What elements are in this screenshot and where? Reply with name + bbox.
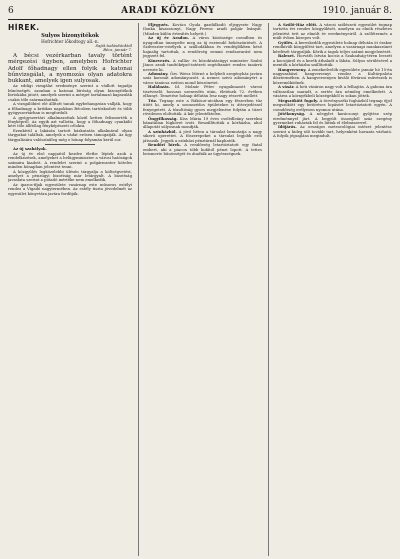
page-number: 6 bbox=[8, 6, 14, 16]
news-item-text: A heti vásáron nagy volt a felhajtás. A gabona ára változatlan maradt, a sertés ára némileg emelkedett. A vásárra a környékbeli községekből is sokan jöttek. bbox=[273, 84, 392, 99]
section-heading: HÍREK. bbox=[8, 23, 40, 32]
news-item-head: Gyűlés. bbox=[278, 39, 294, 45]
news-item bbox=[143, 23, 262, 36]
news-item-text: Horváth István kocsis a Szabadság-téren leesett a kocsijáról és a kerék áthaladt a lábán. Súlyos sérülésével a mentők a kórházba szállították. bbox=[273, 53, 392, 68]
article-subtitle: Hofrichter lőkodtogy all.-n. bbox=[41, 39, 99, 44]
article-title: Sulyos bizonyítékok bbox=[41, 33, 99, 39]
news-item-text: A rendőrség letartóztatott egy fiatal embert, aki a piacon több kofától pénzt lopott. A tettes beismerte bűnösségét és átadták az ügyészségnek. bbox=[143, 142, 262, 157]
article-paragraph: Ezenkívül a lakásán tartott házkutatás alkalmával olyan tárgyakat találtak, amelyek a vádat erősen támogatják. Az ügy tárgyalására valószínűleg még e hónap folyamán kerül sor. bbox=[8, 127, 132, 142]
column-1 bbox=[8, 23, 132, 556]
news-item bbox=[273, 23, 392, 41]
news-item-text: A vallás- és közoktatásügyi miniszter Szabó János aradi tanítóképző-intézeti segédtanárt rendes tanárrá nevezte ki. bbox=[143, 57, 262, 72]
byline: Saját tudósítónktól bbox=[95, 43, 132, 48]
news-item-head: A színházból. bbox=[148, 128, 177, 134]
column-3 bbox=[268, 23, 392, 556]
article-paragraph: A vizsgálóbíró elé állított tanuk egybehangzóan vallják, hogy a főhadnagy a kritikus napokban Bécsben tartózkodott és több gyógyszertárban is megfordult. bbox=[8, 101, 132, 116]
news-item-head: Az új év Aradon. bbox=[148, 35, 190, 41]
paper-name: ARADI KÖZLÖNY bbox=[121, 6, 216, 16]
notice-paragraph: Az iparos-ifjak egyesülete vasárnap este műsoros estélyt rendez a Vigadó nagytermében. Az estély tiszta jövedelmét az egyesület könyvtára javára fordítják. bbox=[8, 181, 132, 196]
notice-paragraph: A közgyűlés legközelebbi ülésén tárgyalja a költségvetést, amelyet a pénzügyi bizottság már letárgyalt. A bizottság javaslata szerint a pótadó mértéke nem emelkedik. bbox=[8, 168, 132, 183]
article-paragraph: Az eddigi vizsgálat eredménye szerint a vádlott tagadja bűnösségét, azonban a katonai bíróság olyan bizonyítékok birtokába jutott, amelyek szerint a mérget tartalmazó kapszulák csakis tőle származhattak. bbox=[8, 83, 132, 102]
news-item-text: A jövő héten a társulat bemutatja a nagy sikerű operettet. A főszerepeket a társulat legjobb erői játsszák. Jegyek a színházi pénztárnál kaphatók. bbox=[143, 128, 262, 143]
news-item bbox=[273, 68, 392, 86]
notice-paragraph: Az új év első napjaitól kezdve életbe léptek azok a rendelkezések, amelyeket a belügyminiszter a városi hatóságok számára kiadott. A rendelet szerint a polgármester köteles minden hónapban jelentést tenni. bbox=[8, 150, 132, 170]
news-item bbox=[143, 117, 262, 130]
news-item-text: A zenekedvelők egyesülete január hó 15-én nagyszabású hangversenyt rendez a Kultúrpalota dísztermében. A hangversenyen kiváló fővárosi művészek is közreműködnek. bbox=[273, 66, 392, 85]
news-item bbox=[143, 59, 262, 72]
article-lead: A bécsi vezérkarban tavaly történt mérgezési ügyben, amelyben Hofrichter Adolf főhadnagy ellen folyik a katonai bűnvizsgálat, a nyomozás olyan adatokra bukkant, amelyek igen sulyosak. bbox=[8, 52, 132, 85]
news-item-head: Rendőri hírek. bbox=[148, 142, 181, 148]
news-item-text: A törvényszéki fogházból tegnap éjjel megszökött egy betöréses lopásért letartóztatott egyén. A csendőrség erélyesen nyomoz utána. bbox=[273, 97, 392, 112]
news-item-text: Kiss Mária 19 éves cselédleány szerelmi bánatában lúgkövet ivott. Beszállították a kórházba, ahol állapotát súlyosnak mondják. bbox=[143, 115, 262, 130]
divider bbox=[45, 144, 95, 145]
news-item-head: Időjárás. bbox=[278, 124, 297, 130]
article-paragraph: A gyógyszertári alkalmazottak közül ketten felismerték a fényképről. Az egyik azt vallotta, hogy a főhadnagy cyankálit kért tőle állítólag fényképészeti célokra. bbox=[8, 114, 132, 129]
news-item-head: Halálozás. bbox=[148, 84, 171, 90]
news-item-text: A város közönsége csendben és nyugodtan ünnepelte meg az új esztendő beköszöntését. A Szilveszter-estélyek a szállodákban és vendéglőkben késő hajnalig tartottak, a rendőrség semmi rendzavarást nem jegyzett fel. bbox=[143, 35, 262, 59]
news-item-head: A vásár. bbox=[278, 84, 295, 90]
news-item bbox=[273, 99, 392, 112]
news-item-text: A nőegylet karácsonyi gyűjtése szép eredménnyel járt. A begyült összegből száz szegény gyermeket ruháztak fel és láttak el élelmiszerrel. bbox=[273, 111, 392, 125]
news-item-text: A városi szőlészeti egyesület tegnap tartotta évi rendes közgyűlését, amelyen az elnök részletes jelentést tett az elmúlt év eredményeiről. A szőlőtermés a múlt évben közepes volt. bbox=[273, 23, 392, 41]
news-item bbox=[143, 36, 262, 58]
news-item-text: Kovács Gyula gazdálkodó eljegyezte Nagy Ilonka kisasszonyt, Nagy Ferenc aradi polgár leányát. (Minden külön értesítés helyett.) bbox=[143, 23, 262, 36]
news-item bbox=[273, 54, 392, 67]
news-item-text: Id. Molnár Péter nyugalmazott városi tisztviselő, hosszas szenvedés után, életének 72. évében elhunyt. Temetése holnap délután lesz nagy részvét mellett. bbox=[143, 84, 262, 99]
news-item-head: Tűz. bbox=[148, 97, 158, 103]
notice-heading: Az új szabályok. bbox=[13, 146, 47, 152]
news-item-text: Az országos meteorológiai intézet jelentése szerint a hideg idő tovább tart, helyenként havazás várható. A folyók jégzajlása megindult. bbox=[273, 124, 392, 139]
news-item-text: A kereskedők egyesülete holnap délután öt órakor rendkívüli közgyűlést tart, amelyen a vasárnapi munkaszünet kérdését tárgyalják. Kérik a tagok teljes számú megjelenését. bbox=[273, 39, 392, 54]
news-item-head: A Szőlő-Ház előtt. bbox=[278, 23, 318, 27]
issue-date: 1910. január 8. bbox=[322, 6, 392, 16]
news-item-head: Megszökött fogoly. bbox=[278, 97, 319, 103]
news-item-text: Özv. Weisz Mórné a helybeli szegényház javára száz koronát adományozott. A nemes szivü adományért a város tanácsa ezúton mond köszönetet. bbox=[143, 70, 262, 85]
news-item-head: Kinevezés. bbox=[148, 57, 171, 63]
masthead bbox=[8, 6, 392, 20]
news-item bbox=[143, 130, 262, 143]
news-item bbox=[273, 112, 392, 125]
news-item bbox=[143, 99, 262, 117]
news-item bbox=[273, 125, 392, 138]
news-item bbox=[143, 72, 262, 85]
news-item-head: Hangverseny. bbox=[278, 66, 307, 72]
news-item bbox=[143, 143, 262, 156]
news-item-head: Jótékonyság. bbox=[278, 111, 306, 117]
news-item-head: Adomány. bbox=[148, 70, 169, 76]
news-item-head: Eljegyzés. bbox=[148, 23, 170, 27]
news-item-head: Baleset. bbox=[278, 53, 296, 59]
column-2 bbox=[138, 23, 262, 556]
dateline: Bécs, január 7. bbox=[103, 47, 132, 53]
columns bbox=[8, 23, 392, 556]
news-item-text: Tegnap este a Rákóczi-utcában egy fészerben tűz ütött ki, amely a szomszédos épületekre is átterjedéssel fenyegetett. A tűzoltóság gyors megjelenése folytán a tüzet rövidesen eloltották. A kár jelentéktelen. bbox=[143, 97, 262, 117]
news-item bbox=[273, 85, 392, 98]
news-item-head: Öngyilkosság. bbox=[148, 115, 178, 121]
news-item bbox=[273, 41, 392, 54]
news-item bbox=[143, 85, 262, 98]
